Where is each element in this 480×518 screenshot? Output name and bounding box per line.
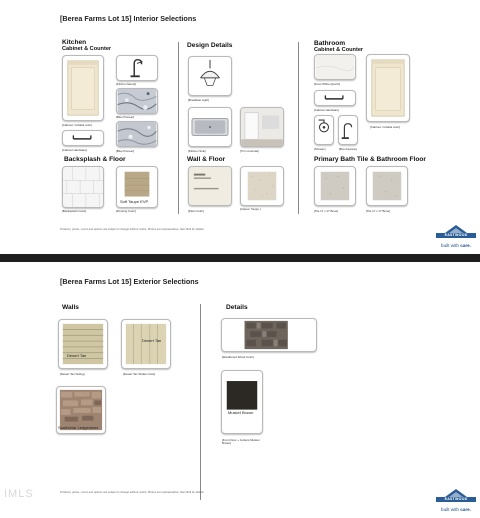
interior-title: [Berea Farms Lot 15] Interior Selections (60, 14, 197, 23)
interior-disclaimer: Products, prices, colors and options are subject to change without notice. Photos are representative. See NHS for details. (60, 228, 205, 231)
page-separator (0, 254, 480, 262)
details-heading: Details (226, 304, 248, 311)
bath-quartz-swatch (314, 54, 356, 80)
roof-caption: [Weathered Wood Color] (222, 355, 254, 359)
logo-tagline: built with care. (441, 507, 471, 512)
backsplash-tile-caption: [Backsplash Color] (62, 209, 87, 213)
door-label: Musket Brown (228, 410, 254, 415)
wall-floor-heading: Wall & Floor (187, 156, 226, 163)
kitchen-cabinet-caption: [Cabinet: Cobalia color] (62, 123, 93, 127)
brand-logo-exterior (434, 488, 478, 514)
carpet-swatch (240, 166, 284, 206)
bath-faucet-photo (338, 115, 358, 145)
shower-caption: [Shower] (314, 147, 326, 151)
shake-swatch (121, 319, 171, 369)
paint-swatch (188, 166, 232, 206)
exterior-disclaimer: Products, prices, colors and options are subject to change without notice. Photos are representative. See NHS for details. (60, 491, 205, 494)
exterior-divider (200, 304, 201, 500)
design-details-heading: Design Details (187, 42, 233, 49)
kitchen-hardware-photo (62, 130, 104, 146)
kitchen-counter-caption: [Blue Pioneer] (116, 115, 135, 119)
bath-tile1-swatch (314, 166, 356, 206)
walls-heading: Walls (62, 304, 79, 311)
exterior-title: [Berea Farms Lot 15] Exterior Selections (60, 277, 199, 286)
paint-caption: [Paint Color] (188, 209, 204, 213)
kitchen-faucet-photo (116, 55, 158, 81)
kitchen-sink-caption: [Kitchen Sink] (188, 149, 206, 153)
stone-swatch (56, 386, 106, 434)
shower-photo (314, 115, 334, 145)
house-logo-icon (444, 488, 468, 497)
door-swatch (221, 370, 263, 434)
kitchen-cabinet-swatch (62, 55, 104, 121)
bath-cabinet-caption: [Cabinet: Cobalia color] (370, 125, 401, 129)
bath-hardware-photo (314, 90, 356, 106)
bath-hardware-caption: [Cabinet Hardware] (314, 108, 339, 112)
column-divider-2 (298, 42, 299, 214)
trim-caption: [Trim Colonial] (240, 149, 259, 153)
bathroom-heading: Bathroom (314, 40, 346, 47)
logo-word: EASTWOOD (436, 233, 476, 238)
door-caption: [Front Door + Gutters Musket Brown] (222, 438, 260, 446)
bath-tile1-caption: [Tile 17 x 17 Bone] (314, 209, 338, 213)
column-divider-1 (178, 42, 179, 214)
kitchen-counter2-swatch (116, 121, 158, 147)
breakfast-light-photo (188, 56, 232, 96)
bath-cabinet-swatch (366, 54, 410, 122)
backsplash-tile-swatch (62, 166, 104, 208)
floor-label: Soft Taupe EVP (120, 199, 149, 204)
kitchen-counter-swatch (116, 88, 158, 114)
siding-swatch (58, 319, 108, 369)
bath-tile2-swatch (366, 166, 408, 206)
interior-page (0, 0, 480, 254)
kitchen-heading: Kitchen (62, 39, 87, 46)
kitchen-counter2-caption: [Blue Pioneer] (116, 149, 135, 153)
siding-caption: [Desert Tan Siding] (60, 372, 85, 376)
kitchen-faucet-caption: [Kitchen faucet] (116, 82, 136, 86)
bath-quartz-caption: [Frost White Quartz] (314, 82, 340, 86)
mls-watermark: IMLS (4, 488, 34, 500)
shake-caption: [Desert Tan Shake Color] (123, 372, 156, 376)
brand-logo-interior (434, 224, 478, 250)
bath-tile-heading: Primary Bath Tile & Bathroom Floor (314, 156, 426, 163)
kitchen-hardware-caption: [Cabinet Hardware] (62, 148, 87, 152)
siding-label: Desert Tan (67, 353, 87, 358)
trim-photo (240, 107, 284, 147)
logo-tagline: built with care. (441, 243, 471, 248)
bath-tile2-caption: [Tile 17 x 17 Bone] (366, 209, 390, 213)
house-logo-icon (444, 224, 468, 233)
bathroom-subheading: Cabinet & Counter (314, 47, 364, 53)
kitchen-subheading: Cabinet & Counter (62, 46, 112, 52)
roof-swatch (221, 318, 317, 352)
breakfast-light-caption: [Breakfast Light] (188, 98, 209, 102)
exterior-page (0, 262, 480, 518)
carpet-caption: [Carpet: Taupe ] (240, 207, 261, 211)
bath-faucet-caption: [Bus Faucets] (339, 147, 357, 151)
backsplash-heading: Backsplash & Floor (64, 156, 126, 163)
floor-caption: [Flooring Color] (116, 209, 136, 213)
logo-word: EASTWOOD (436, 497, 476, 502)
kitchen-sink-photo (188, 107, 232, 147)
shake-label: Desert Tan (142, 338, 162, 343)
stone-label: Southbriar Ledgestone (58, 425, 99, 430)
